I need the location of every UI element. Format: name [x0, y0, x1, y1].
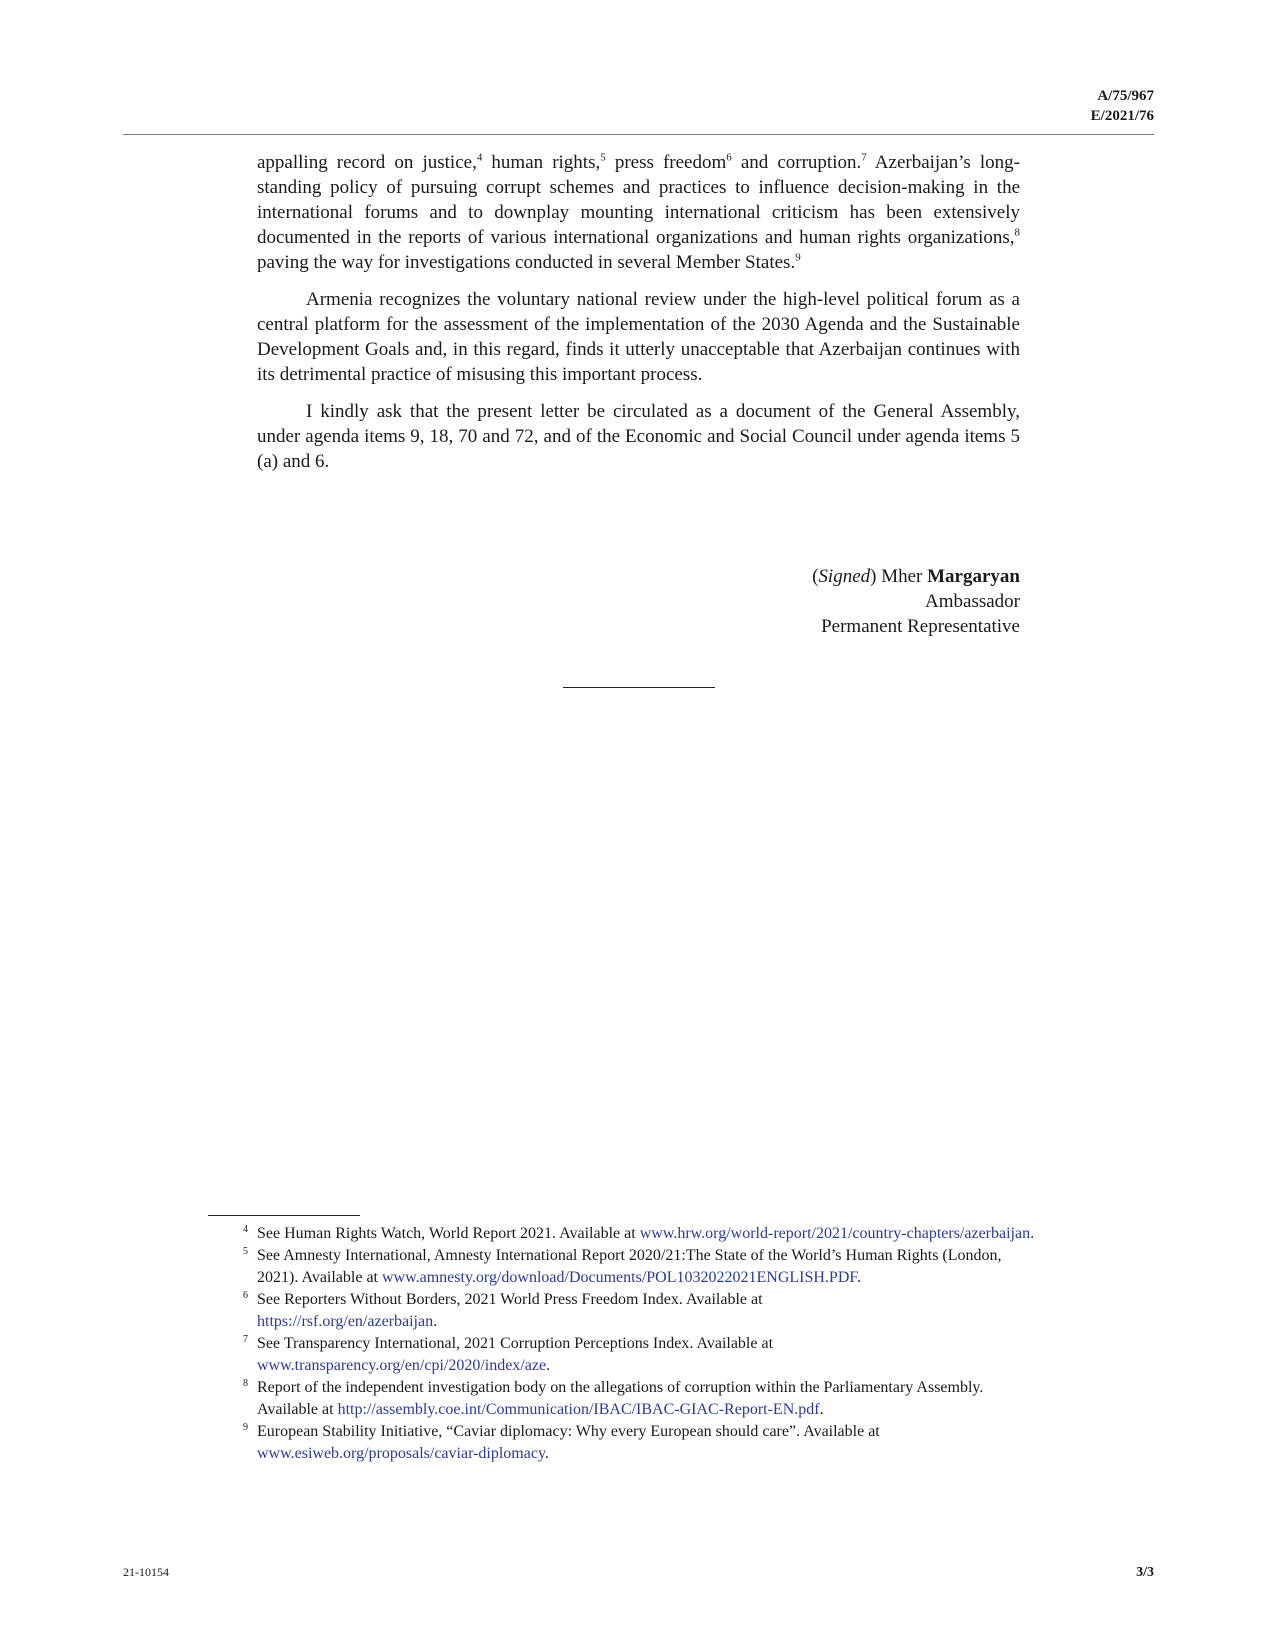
paragraph-1: appalling record on justice,$^4$ human rights,$^5$ press freedom$^6$ and corruption.$^7$ Azerbaijan’s long-standing policy of pursuing corrupt schemes and practices to influence decision-making in the international forums and to downplay mounting international criticism has been extensively documented in the reports of various international organizations and human rights organizations,$^8$ paving the way for investigations conducted in several Member States.$^9$ [257, 151, 1020, 273]
footnote-ref-5[interactable]: 5 [600, 151, 606, 164]
paragraph-2: Armenia recognizes the voluntary national review under the high-level political forum as a central platform for the assessment of the implementation of the 2030 Agenda and the Sustainable Development Goals and, in this regard, finds it utterly unacceptable that Azerbaijan continues with its detrimental practice of misusing this important process. [257, 289, 1020, 385]
footnote-link[interactable]: www.hrw.org/world-report/2021/country-chapters/azerbaijan [639, 1225, 1031, 1242]
footnotes [243, 1223, 1037, 1465]
header-rule [123, 134, 1154, 135]
signatory-title: Ambassador [925, 591, 1020, 612]
footnote-7: 7 See Transparency International, 2021 Corruption Perceptions Index. Available at www.transparency.org/en/cpi/2020/index/aze. [243, 1334, 774, 1374]
footnote-ref-4[interactable]: 4 [476, 151, 483, 164]
footnote-ref-9[interactable]: 9 [795, 251, 801, 264]
footnote-link[interactable]: www.amnesty.org/download/Documents/POL1032022021ENGLISH.PDF [382, 1269, 857, 1286]
signature-block [812, 564, 1020, 639]
signatory-role: Permanent Representative [821, 616, 1020, 637]
page-number: 3/3 [1136, 1565, 1154, 1580]
signatory-line: (Signed) Mher Margaryan [812, 566, 1020, 587]
footnote-ref-7[interactable]: 7 [861, 151, 867, 164]
footnote-ref-6[interactable]: 6 [726, 151, 732, 164]
footnote-link[interactable]: www.transparency.org/en/cpi/2020/index/aze [257, 1357, 547, 1374]
footnote-ref-8[interactable]: 8 [1014, 226, 1020, 239]
footnote-link[interactable]: http://assembly.coe.int/Communication/IBAC/IBAC-GIAC-Report-EN.pdf [337, 1401, 820, 1418]
end-rule [563, 687, 715, 688]
symbol-ecosoc: E/2021/76 [1090, 108, 1154, 124]
symbol-ga: A/75/967 [1097, 88, 1154, 104]
footnote-8: 8 Report of the independent investigation body on the allegations of corruption within the Parliamentary Assembly. Available at http://assembly.coe.int/Communication/IBAC/IBAC-GIAC-Report-EN.pdf. [243, 1378, 984, 1418]
footnote-link[interactable]: https://rsf.org/en/azerbaijan [257, 1313, 434, 1330]
document-symbols [1091, 86, 1154, 126]
footnote-link[interactable]: www.esiweb.org/proposals/caviar-diplomacy [257, 1445, 545, 1462]
footnote-5: 5 See Amnesty International, Amnesty International Report 2020/21:The State of the World’s Human Rights (London, 2021). Available at www.amnesty.org/download/Documents/POL1032022021ENGLISH.PDF. [243, 1246, 1002, 1286]
job-number: 21-10154 [123, 1565, 169, 1579]
letter-body [257, 150, 1020, 486]
paragraph-3: I kindly ask that the present letter be circulated as a document of the General Assembly, under agenda items 9, 18, 70 and 72, and of the Economic and Social Council under agenda items 5 (a) and 6. [257, 401, 1020, 472]
footnote-9: 9 European Stability Initiative, “Caviar diplomacy: Why every European should care”. Available at www.esiweb.org/proposals/caviar-diplomacy. [243, 1422, 880, 1462]
footnote-rule [208, 1215, 360, 1216]
footnote-6: 6 See Reporters Without Borders, 2021 World Press Freedom Index. Available at https://rsf.org/en/azerbaijan. [243, 1290, 763, 1330]
footnote-4: 4 See Human Rights Watch, World Report 2021. Available at www.hrw.org/world-report/2021/country-chapters/azerbaijan. [243, 1224, 1035, 1242]
